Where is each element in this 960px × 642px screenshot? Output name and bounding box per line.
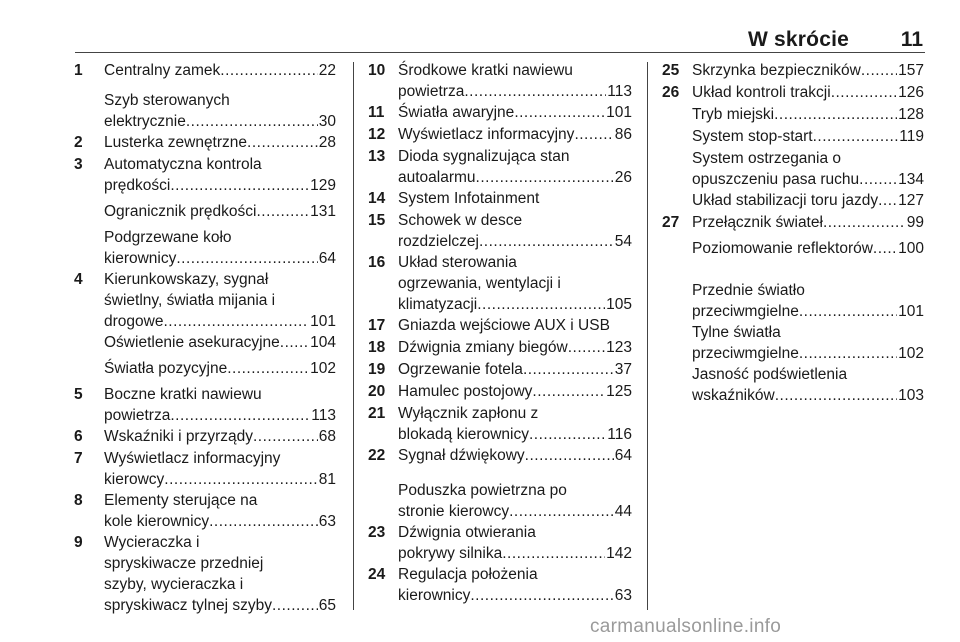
dot-leader — [523, 359, 614, 380]
dot-leader — [476, 167, 614, 188]
toc-entry[interactable] — [74, 132, 336, 153]
toc-entry-label: Przednie światło — [692, 282, 805, 299]
toc-entry-number: 13 — [368, 148, 386, 165]
toc-page-number[interactable]: 157 — [898, 62, 924, 79]
toc-entry[interactable] — [368, 124, 632, 145]
toc-entry[interactable] — [662, 190, 924, 211]
toc-entry[interactable] — [662, 104, 924, 125]
dot-leader — [775, 385, 897, 406]
toc-entry[interactable] — [368, 337, 632, 358]
toc-entry-label: Sygnał dźwiękowy — [398, 447, 525, 464]
toc-entry[interactable] — [662, 212, 924, 233]
toc-entry-label: Centralny zamek — [104, 62, 221, 79]
toc-entry[interactable] — [74, 269, 336, 332]
toc-page-number[interactable]: 65 — [318, 597, 336, 614]
toc-entry-number: 10 — [368, 62, 386, 79]
toc-page-number[interactable]: 64 — [318, 250, 336, 267]
toc-page-number[interactable]: 37 — [614, 361, 632, 378]
toc-entry-label: Podgrzewane koło — [104, 229, 232, 246]
toc-entry-label: Wycieraczka i — [104, 534, 200, 551]
toc-page-number[interactable]: 105 — [606, 296, 632, 313]
page-header — [75, 24, 925, 50]
toc-page-number[interactable]: 30 — [318, 113, 336, 130]
toc-entry[interactable] — [74, 358, 336, 379]
toc-entry-label: pokrywy silnika — [398, 545, 503, 562]
toc-entry-label: świetlny, światła mijania i — [104, 292, 276, 309]
dot-leader — [220, 60, 317, 81]
toc-page-number[interactable]: 63 — [318, 513, 336, 530]
toc-entry[interactable] — [74, 60, 336, 81]
toc-entry[interactable] — [74, 490, 336, 532]
toc-entry[interactable] — [74, 426, 336, 447]
toc-entry[interactable] — [368, 252, 632, 315]
dot-leader — [831, 82, 897, 103]
dot-leader — [477, 294, 605, 315]
toc-entry-label: Automatyczna kontrola — [104, 156, 262, 173]
dot-leader — [532, 381, 605, 402]
toc-entry-number: 20 — [368, 383, 386, 400]
toc-entry-number: 18 — [368, 339, 386, 356]
dot-leader — [170, 405, 310, 426]
dot-leader — [170, 175, 309, 196]
toc-page-number[interactable]: 101 — [310, 313, 336, 330]
toc-entry-number: 19 — [368, 361, 386, 378]
toc-entry[interactable] — [74, 227, 336, 269]
toc-entry-label: Światła pozycyjne — [104, 360, 228, 377]
toc-entry-label: Gniazda wejściowe AUX i USB — [398, 317, 610, 334]
toc-entry[interactable] — [74, 332, 336, 353]
toc-entry-label: wskaźników — [692, 387, 775, 404]
toc-entry-label: kierownicy — [104, 250, 177, 267]
toc-entry[interactable] — [368, 381, 632, 402]
toc-entry-label: kole kierownicy — [104, 513, 210, 530]
toc-page-number[interactable]: 104 — [310, 334, 336, 351]
toc-entry-number: 9 — [74, 534, 83, 551]
toc-entry[interactable] — [662, 322, 924, 364]
toc-entry-label: elektrycznie — [104, 113, 186, 130]
dot-leader — [176, 248, 317, 269]
toc-page-number[interactable]: 129 — [310, 177, 336, 194]
toc-entry[interactable] — [368, 480, 632, 522]
toc-entry-label: Wyświetlacz informacyjny — [104, 450, 281, 467]
toc-entry-label: Lusterka zewnętrzne — [104, 134, 248, 151]
toc-entry-label: Środkowe kratki nawiewu — [398, 62, 573, 79]
toc-entry[interactable] — [662, 126, 924, 147]
toc-page-number[interactable]: 100 — [898, 240, 924, 257]
toc-entry-number: 26 — [662, 84, 680, 101]
dot-leader — [256, 201, 309, 222]
dot-leader — [253, 426, 318, 447]
toc-entry-label: Przełącznik świateł — [692, 214, 823, 231]
dot-leader — [163, 311, 309, 332]
toc-page-number[interactable]: 113 — [607, 83, 632, 100]
toc-entry[interactable] — [74, 448, 336, 490]
toc-entry-label: Wyświetlacz informacyjny — [398, 126, 575, 143]
toc-entry[interactable] — [662, 148, 924, 190]
toc-entry-label: Układ stabilizacji toru jazdy — [692, 192, 879, 209]
toc-entry[interactable] — [74, 384, 336, 426]
toc-entry-label: Jasność podświetlenia — [692, 366, 848, 383]
toc-entry-label: Dioda sygnalizująca stan — [398, 148, 570, 165]
toc-page-number[interactable]: 128 — [898, 106, 924, 123]
toc-entry-label: System Infotainment — [398, 190, 540, 207]
toc-entry-label: Elementy sterujące na — [104, 492, 258, 509]
toc-entry[interactable] — [368, 522, 632, 564]
toc-entry-label: Boczne kratki nawiewu — [104, 386, 262, 403]
toc-entry-number: 8 — [74, 492, 83, 509]
toc-entry-label: blokadą kierownicy — [398, 426, 529, 443]
toc-page-number[interactable]: 142 — [606, 545, 632, 562]
toc-entry-label: szyby, wycieraczka i — [104, 576, 244, 593]
toc-entry-label: Dźwignia zmiany biegów — [398, 339, 568, 356]
toc-entry[interactable] — [74, 154, 336, 196]
toc-entry-number: 3 — [74, 156, 83, 173]
toc-entry-number: 1 — [74, 62, 83, 79]
toc-entry-label: Oświetlenie asekuracyjne — [104, 334, 280, 351]
toc-entry-label: Regulacja położenia — [398, 566, 538, 583]
toc-page-number[interactable]: 102 — [310, 360, 336, 377]
toc-entry-number: 12 — [368, 126, 386, 143]
toc-entry-label: Szyb sterowanych — [104, 92, 230, 109]
toc-entry-label: Hamulec postojowy — [398, 383, 533, 400]
column-divider — [647, 62, 648, 610]
toc-entry-label: Skrzynka bezpieczników — [692, 62, 861, 79]
toc-page-number[interactable]: 123 — [606, 339, 632, 356]
watermark: carmanualsonline.info — [590, 616, 782, 637]
dot-leader — [813, 126, 899, 147]
dot-leader — [861, 60, 897, 81]
toc-entry[interactable] — [368, 102, 632, 123]
toc-entry-label: Układ kontroli trakcji — [692, 84, 831, 101]
dot-leader — [209, 511, 318, 532]
toc-page-number[interactable]: 54 — [614, 233, 632, 250]
toc-entry[interactable] — [74, 532, 336, 616]
toc-entry-number: 25 — [662, 62, 680, 79]
toc-page-number[interactable]: 126 — [898, 84, 924, 101]
toc-entry[interactable] — [368, 60, 632, 102]
toc-entry-label: Dźwignia otwierania — [398, 524, 536, 541]
toc-entry-label: System stop-start — [692, 128, 813, 145]
dot-leader — [799, 343, 897, 364]
toc-entry[interactable] — [662, 60, 924, 81]
dot-leader — [502, 543, 605, 564]
toc-entry[interactable] — [368, 210, 632, 252]
page-number: 11 — [900, 28, 923, 51]
toc-entry-number: 24 — [368, 566, 386, 583]
toc-entry[interactable] — [368, 315, 632, 336]
toc-entry-label: rozdzielczej — [398, 233, 479, 250]
dot-leader — [514, 102, 605, 123]
toc-entry[interactable] — [368, 188, 632, 209]
dot-leader — [799, 301, 897, 322]
dot-leader — [878, 190, 897, 211]
toc-entry-label: Układ sterowania — [398, 254, 517, 271]
toc-entry-number: 17 — [368, 317, 386, 334]
toc-entry-number: 14 — [368, 190, 386, 207]
toc-entry-label: kierowcy — [104, 471, 165, 488]
toc-entry-label: Wyłącznik zapłonu z — [398, 405, 539, 422]
toc-entry-number: 16 — [368, 254, 386, 271]
dot-leader — [823, 212, 906, 233]
page-title: W skrócie — [747, 28, 849, 51]
dot-leader — [873, 238, 897, 259]
toc-entry-label: spryskiwacz tylnej szyby — [104, 597, 272, 614]
toc-entry-number: 2 — [74, 134, 83, 151]
column-divider — [353, 62, 354, 610]
toc-page-number[interactable]: 101 — [606, 104, 632, 121]
dot-leader — [574, 124, 613, 145]
toc-page-number[interactable]: 99 — [906, 214, 924, 231]
toc-entry-label: Ogranicznik prędkości — [104, 203, 257, 220]
toc-entry-number: 22 — [368, 447, 386, 464]
toc-entry-number: 7 — [74, 450, 83, 467]
toc-entry-label: prędkości — [104, 177, 171, 194]
toc-entry-label: klimatyzacji — [398, 296, 478, 313]
toc-entry-label: Tylne światła — [692, 324, 781, 341]
toc-entry-label: Schowek w desce — [398, 212, 523, 229]
toc-page-number[interactable]: 116 — [607, 426, 632, 443]
toc-entry-label: Poduszka powietrzna po — [398, 482, 567, 499]
toc-entry[interactable] — [662, 280, 924, 322]
toc-entry-number: 4 — [74, 271, 83, 288]
dot-leader — [509, 501, 614, 522]
header-divider — [75, 52, 925, 53]
toc-entry[interactable] — [368, 445, 632, 466]
toc-entry[interactable] — [368, 403, 632, 445]
toc-entry-label: opuszczeniu pasa ruchu — [692, 171, 860, 188]
toc-entry[interactable] — [368, 146, 632, 188]
toc-entry-number: 23 — [368, 524, 386, 541]
toc-entry[interactable] — [662, 364, 924, 406]
dot-leader — [247, 132, 318, 153]
dot-leader — [227, 358, 309, 379]
dot-leader — [774, 104, 897, 125]
toc-entry-number: 15 — [368, 212, 386, 229]
toc-entry-label: System ostrzegania o — [692, 150, 842, 167]
toc-page-number[interactable]: 134 — [898, 171, 924, 188]
toc-entry[interactable] — [74, 90, 336, 132]
toc-page-number[interactable]: 44 — [614, 503, 632, 520]
toc-page-number[interactable]: 102 — [898, 345, 924, 362]
toc-page-number[interactable]: 22 — [318, 62, 336, 79]
toc-page-number[interactable]: 113 — [311, 407, 336, 424]
toc-entry-label: ogrzewania, wentylacji i — [398, 275, 561, 292]
dot-leader — [186, 111, 318, 132]
toc-entry-label: Ogrzewanie fotela — [398, 361, 523, 378]
toc-page-number[interactable]: 63 — [614, 587, 632, 604]
toc-entry-label: Światła awaryjne — [398, 104, 515, 121]
toc-entry-label: autoalarmu — [398, 169, 476, 186]
toc-entry-number: 5 — [74, 386, 83, 403]
dot-leader — [464, 81, 606, 102]
toc-page-number[interactable]: 103 — [898, 387, 924, 404]
toc-page-number[interactable]: 86 — [614, 126, 632, 143]
dot-leader — [859, 169, 897, 190]
toc-entry-label: Wskaźniki i przyrządy — [104, 428, 253, 445]
toc-entry[interactable] — [662, 238, 924, 259]
toc-page-number[interactable]: 81 — [318, 471, 336, 488]
toc-page-number[interactable]: 64 — [614, 447, 632, 464]
toc-entry[interactable] — [368, 564, 632, 606]
dot-leader — [470, 585, 613, 606]
dot-leader — [272, 595, 318, 616]
toc-entry[interactable] — [74, 201, 336, 222]
toc-entry-label: stronie kierowcy — [398, 503, 510, 520]
toc-page-number[interactable]: 26 — [614, 169, 632, 186]
toc-entry-label: przeciwmgielne — [692, 345, 799, 362]
toc-entry[interactable] — [368, 359, 632, 380]
toc-entry-number: 6 — [74, 428, 83, 445]
toc-entry-label: powietrza — [398, 83, 465, 100]
dot-leader — [280, 332, 309, 353]
toc-page-number[interactable]: 127 — [898, 192, 924, 209]
toc-entry-label: kierownicy — [398, 587, 471, 604]
toc-entry-label: Tryb miejski — [692, 106, 775, 123]
dot-leader — [529, 424, 606, 445]
toc-page-number[interactable]: 68 — [318, 428, 336, 445]
toc-entry-label: powietrza — [104, 407, 171, 424]
toc-entry-number: 11 — [368, 104, 385, 121]
toc-page-number[interactable]: 101 — [898, 303, 924, 320]
toc-entry-label: Kierunkowskazy, sygnał — [104, 271, 269, 288]
toc-entry-number: 27 — [662, 214, 680, 231]
toc-entry[interactable] — [662, 82, 924, 103]
toc-entry-label: spryskiwacze przedniej — [104, 555, 264, 572]
dot-leader — [164, 469, 317, 490]
toc-entry-label: drogowe — [104, 313, 164, 330]
toc-page-number[interactable]: 131 — [310, 203, 336, 220]
dot-leader — [479, 231, 614, 252]
toc-entry-label: przeciwmgielne — [692, 303, 799, 320]
toc-entry-number: 21 — [368, 405, 386, 422]
toc-page-number[interactable]: 125 — [606, 383, 632, 400]
dot-leader — [568, 337, 605, 358]
toc-page-number[interactable]: 119 — [899, 128, 924, 145]
toc-page-number[interactable]: 28 — [318, 134, 336, 151]
toc-entry-label: Poziomowanie reflektorów — [692, 240, 873, 257]
dot-leader — [525, 445, 614, 466]
